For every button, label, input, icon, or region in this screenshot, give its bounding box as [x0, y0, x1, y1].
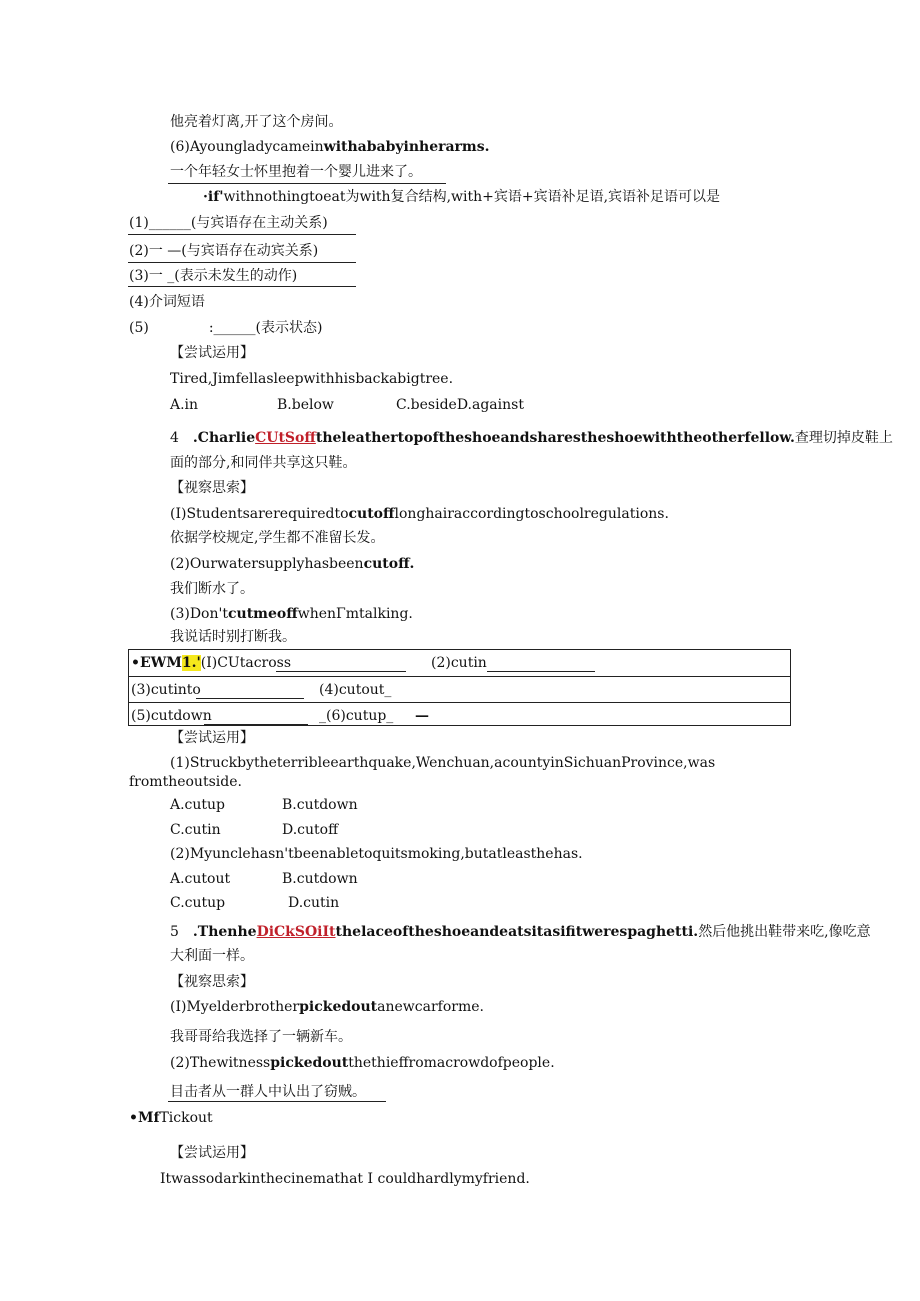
rule-item-2: (2)一 —(与宾语存在动宾关系) — [129, 243, 319, 259]
blank-line — [276, 657, 406, 672]
summary-heading — [129, 1108, 213, 1128]
example-rest: thethieffromacrowdofpeople. — [348, 1055, 555, 1071]
note-text: withnothingtoeat为with复合结构,with+宾语+宾语补足语,宾语补足语可以是 — [223, 189, 721, 205]
underline — [168, 1101, 386, 1102]
option-a: A.in — [170, 397, 199, 413]
underline — [128, 234, 356, 235]
table-row-label — [131, 653, 291, 673]
item-4-sentence — [170, 428, 893, 448]
rule-item-5 — [129, 318, 322, 338]
example-rest: whenΓmtalking. — [297, 606, 413, 622]
translation-line: 一个年轻女士怀里抱着一个婴儿进来了。 — [170, 164, 422, 180]
question-text: Tired,Jimfellasleepwithhisbackabigtree. — [170, 371, 454, 387]
sentence-translation: 查理切掉皮鞋上 — [794, 430, 893, 446]
example-sentence — [170, 504, 669, 524]
phrase-cut-out: (4)cutout_ — [319, 682, 392, 698]
example-plain: (2)Ourwatersupplyhasbeen — [170, 556, 364, 572]
phrase-cut-in: (2)cutin — [431, 655, 487, 671]
example-plain: (I)Studentsarerequiredto — [170, 506, 349, 522]
translation-line: 我们断水了。 — [170, 581, 254, 597]
question-text-continued: fromtheoutside. — [129, 774, 242, 790]
dash-mark: — — [415, 708, 429, 724]
option-d: D.cutoff — [282, 822, 339, 838]
question-text: (1)Struckbytheterribleearthquake,Wenchuan,acountyinSichuanProvince,was — [170, 755, 716, 771]
question-text: (2)Myunclehasn'tbeenabletoquitsmoking,butatleasthehas. — [170, 846, 583, 862]
option-cd: C.besideD.against — [396, 397, 524, 413]
sentence-translation: 然后他挑出鞋带来吃,像吃意 — [698, 924, 871, 940]
example-bold: cutmeoff — [227, 606, 298, 622]
rule-item-5-text: :______(表示状态) — [208, 320, 323, 336]
example-bold: cutoff. — [363, 556, 415, 572]
item-number: 5 — [170, 924, 179, 940]
example-bold: pickedout — [270, 1055, 349, 1071]
translation-continued: 面的部分,和同伴共享这只鞋。 — [170, 455, 357, 471]
table-row — [129, 650, 790, 675]
example-plain: (3)Don't — [170, 606, 228, 622]
key-phrase: DiCkSOiIt — [256, 924, 336, 940]
table-row — [129, 676, 790, 702]
translation-line: 依据学校规定,学生都不准留长发。 — [170, 530, 385, 546]
option-b: B.below — [277, 397, 334, 413]
section-heading: 【尝试运用】 — [170, 730, 254, 746]
rule-item-4: (4)介词短语 — [129, 294, 205, 310]
phrase-cut-down: (5)cutdown — [131, 708, 212, 724]
translation-line: 我哥哥给我选择了一辆新车。 — [170, 1029, 352, 1045]
blank-line — [196, 684, 304, 699]
example-plain: (I)Myelderbrother — [170, 999, 300, 1015]
example-bold: withababyinherarms. — [323, 139, 490, 155]
rule-item-5-num: (5) — [129, 320, 149, 336]
option-b: B.cutdown — [282, 797, 358, 813]
option-d: D.cutin — [288, 895, 340, 911]
item-5-sentence — [170, 922, 871, 942]
example-bold: cutoff — [348, 506, 395, 522]
example-sentence — [170, 554, 414, 574]
sentence-body: thelaceoftheshoeandeatsitasifitwerespaghetti. — [335, 924, 699, 940]
question-text: Itwassodarkinthecinemathat I couldhardlymyfriend. — [160, 1171, 530, 1187]
highlight-mark: 1.' — [181, 655, 201, 671]
blank-line — [487, 657, 595, 672]
underline — [168, 183, 446, 184]
note-mark: ·if' — [203, 189, 224, 205]
sentence-body: theleathertopoftheshoeandsharestheshoewiththeotherfellow. — [315, 430, 795, 446]
translation-line: 我说话时别打断我。 — [170, 629, 296, 645]
summary-phrase: Tickout — [159, 1110, 213, 1126]
phrase-cut-across: (I)CUtacross — [200, 655, 292, 671]
rule-item-1: (1)______(与宾语存在主动关系) — [129, 215, 328, 231]
phrase-table — [128, 649, 791, 726]
translation-line: 目击者从一群人中认出了窃贼。 — [170, 1084, 366, 1100]
phrase-cut-into: (3)cutinto — [131, 682, 201, 698]
example-sentence — [170, 604, 413, 624]
sentence-subject: .Thenhe — [192, 924, 257, 940]
section-heading: 【尝试运用】 — [170, 1145, 254, 1161]
example-sentence — [170, 1053, 555, 1073]
option-a: A.cutup — [170, 797, 226, 813]
item-number: 4 — [170, 430, 179, 446]
option-a: A.cutout — [170, 871, 231, 887]
section-heading: 【视察思索】 — [170, 480, 254, 496]
sentence-subject: .Charlie — [192, 430, 256, 446]
text-line: 他亮着灯离,开了这个房间。 — [170, 114, 343, 130]
underline — [128, 286, 356, 287]
section-heading: 【尝试运用】 — [170, 345, 254, 361]
example-bold: pickedout — [299, 999, 378, 1015]
phrase-cut-up: _(6)cutup_ — [319, 708, 394, 724]
example-sentence — [170, 997, 484, 1017]
example-plain: (6)Ayoungladycamein — [170, 139, 324, 155]
underline — [128, 262, 356, 263]
example-rest: longhairaccordingtoschoolregulations. — [394, 506, 669, 522]
rule-item-3: (3)一 _(表示未发生的动作) — [129, 268, 298, 284]
translation-continued: 大利面一样。 — [170, 948, 254, 964]
example-rest: anewcarforme. — [377, 999, 484, 1015]
example-plain: (2)Thewitness — [170, 1055, 271, 1071]
section-heading: 【视察思索】 — [170, 974, 254, 990]
table-label: •EWM — [131, 655, 182, 671]
table-row — [129, 702, 790, 728]
summary-mark: •Mf — [129, 1110, 160, 1126]
example-sentence — [170, 137, 490, 157]
grammar-note — [203, 187, 720, 207]
blank-line — [204, 710, 308, 725]
option-b: B.cutdown — [282, 871, 358, 887]
option-c: C.cutin — [170, 822, 221, 838]
key-phrase: CUtSoff — [255, 430, 316, 446]
option-c: C.cutup — [170, 895, 226, 911]
